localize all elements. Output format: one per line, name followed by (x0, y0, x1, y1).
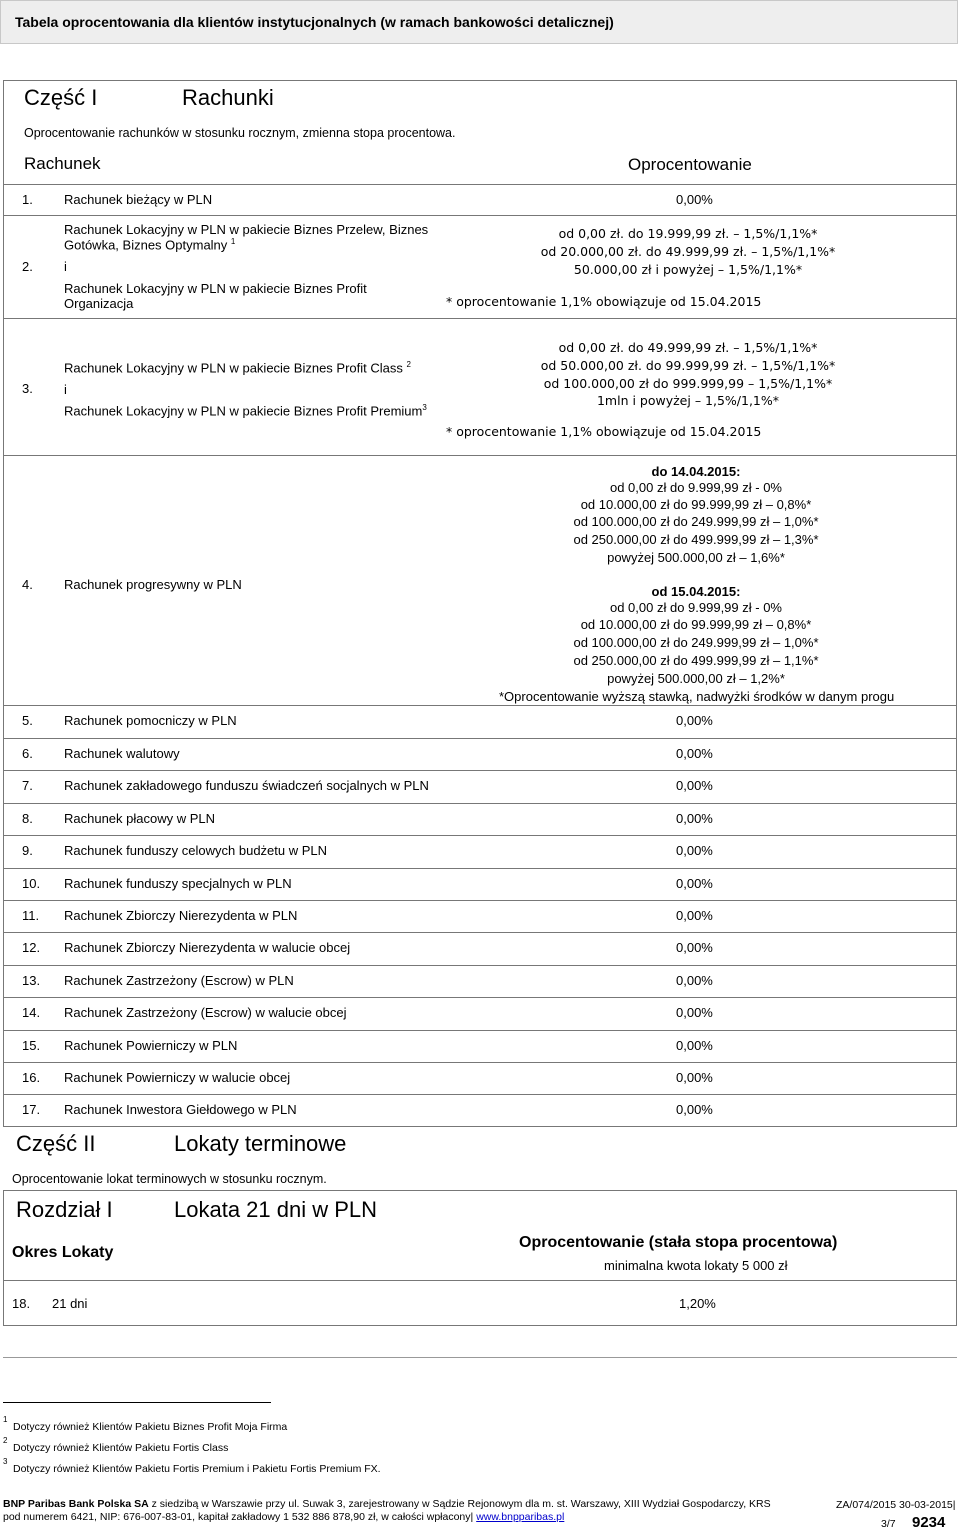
account-rate: 0,00% (676, 192, 713, 207)
account-rate: 0,00% (676, 746, 713, 761)
row-number: 1. (22, 192, 33, 207)
progressive-tier: od 100.000,00 zł do 249.999,99 zł – 1,0%* (573, 635, 819, 650)
part2-title: Lokaty terminowe (174, 1131, 347, 1156)
footnote: 3 (3, 1457, 8, 1466)
document-number: 9234 (912, 1514, 946, 1531)
progressive-tier: od 250.000,00 zł do 499.999,99 zł – 1,1%* (573, 653, 819, 668)
footer-line-2: pod numerem 6421, NIP: 676-007-83-01, kapitał zakładowy 1 532 886 878,90 zł, w całości wpłacony| www.bnpparibas.pl (3, 1511, 565, 1523)
page-number: 3/7 (881, 1518, 896, 1530)
rate-note: * oprocentowanie 1,1% obowiązuje od 15.04.2015 (446, 294, 762, 309)
part1-title: Rachunki (182, 85, 274, 110)
deposit-rate: 1,20% (679, 1296, 716, 1311)
account-name-line: Rachunek Lokacyjny w PLN w pakiecie Biznes Profit (64, 281, 367, 296)
account-rate: 0,00% (676, 940, 713, 955)
footnote-ref: 3 (422, 403, 427, 412)
chapter-title: Lokata 21 dni w PLN (174, 1197, 378, 1222)
account-rate: 0,00% (676, 1038, 713, 1053)
row-number: 12. (22, 940, 41, 955)
account-name: Rachunek progresywny w PLN (64, 577, 242, 592)
column-header-account: Rachunek (24, 154, 101, 173)
footnote-ref: 2 (406, 360, 411, 369)
rate-tier: 1mln i powyżej – 1,5%/1,1%* (596, 393, 780, 408)
conjunction: i (64, 259, 67, 274)
column-header-period: Okres Lokaty (12, 1244, 114, 1261)
row-number: 5. (22, 713, 33, 728)
conjunction: i (64, 382, 67, 397)
account-rate: 0,00% (676, 908, 713, 923)
part2-label: Część II (16, 1131, 96, 1156)
progressive-tier: od 0,00 zł do 9.999,99 zł - 0% (609, 600, 782, 615)
part2-intro: Oprocentowanie lokat terminowych w stosunku rocznym. (12, 1172, 327, 1186)
account-name: Rachunek Inwestora Giełdowego w PLN (64, 1102, 297, 1117)
bank-website-link[interactable]: www.bnpparibas.pl (476, 1511, 565, 1523)
column-header-rate: Oprocentowanie (628, 155, 752, 174)
account-rate: 0,00% (676, 1102, 713, 1117)
footnote: 1 (3, 1415, 8, 1424)
row-number: 3. (22, 381, 33, 396)
rate-tier: od 20.000,00 zł. do 49.999,99 zł. – 1,5%/1,1%* (540, 244, 836, 259)
account-name: Rachunek zakładowego funduszu świadczeń socjalnych w PLN (64, 778, 429, 793)
account-name-line: Rachunek Lokacyjny w PLN w pakiecie Biznes Profit Class $^2$ (64, 360, 411, 376)
account-rate: 0,00% (676, 778, 713, 793)
account-name-line: Rachunek Lokacyjny w PLN w pakiecie Biznes Profit Premium$^3$ (64, 403, 427, 419)
row-number: 17. (22, 1102, 41, 1117)
row-number: 2. (22, 259, 33, 274)
account-name: Rachunek Zastrzeżony (Escrow) w PLN (64, 973, 294, 988)
account-rate: 0,00% (676, 811, 713, 826)
row-number: 14. (22, 1005, 41, 1020)
row-number: 9. (22, 843, 33, 858)
rate-note: *Oprocentowanie wyższą stawką, nadwyżki środków w danym progu (499, 689, 895, 704)
progressive-tier: od 10.000,00 zł do 99.999,99 zł – 0,8%* (580, 617, 812, 632)
rate-tier: 50.000,00 zł i powyżej – 1,5%/1,1%* (573, 262, 803, 277)
progressive-tier: powyżej 500.000,00 zł – 1,2%* (607, 671, 785, 686)
account-rate: 0,00% (676, 843, 713, 858)
account-name-line: Rachunek Lokacyjny w PLN w pakiecie Biznes Przelew, Biznes (64, 222, 429, 237)
account-name: Rachunek walutowy (64, 746, 180, 761)
document-header-bar (0, 0, 958, 44)
account-name: Rachunek Powierniczy w PLN (64, 1038, 238, 1053)
account-rate: 0,00% (676, 1070, 713, 1085)
period-title: do 14.04.2015: (651, 464, 741, 479)
account-name: Rachunek bieżący w PLN (64, 192, 213, 207)
document-title: Tabela oprocentowania dla klientów instytucjonalnych (w ramach bankowości detalicznej) (15, 14, 614, 30)
rate-note: * oprocentowanie 1,1% obowiązuje od 15.04.2015 (446, 424, 762, 439)
account-rate: 0,00% (676, 713, 713, 728)
part1-intro: Oprocentowanie rachunków w stosunku rocznym, zmienna stopa procentowa. (24, 126, 456, 140)
progressive-tier: powyżej 500.000,00 zł – 1,6%* (607, 550, 785, 565)
part2-section (3, 1190, 957, 1326)
period-title: od 15.04.2015: (651, 584, 741, 599)
row-number: 6. (22, 746, 33, 761)
account-name: Rachunek Zbiorczy Nierezydenta w walucie obcej (64, 940, 351, 955)
account-name: Rachunek pomocniczy w PLN (64, 713, 237, 728)
row-number: 16. (22, 1070, 41, 1085)
progressive-tier: od 250.000,00 zł do 499.999,99 zł – 1,3%* (573, 532, 819, 547)
account-rate: 0,00% (676, 1005, 713, 1020)
rate-tier: od 100.000,00 zł do 999.999,99 – 1,5%/1,1%* (543, 376, 833, 391)
row-number: 4. (22, 577, 33, 592)
progressive-tier: od 10.000,00 zł do 99.999,99 zł – 0,8%* (580, 497, 812, 512)
column-header-rate: Oprocentowanie (stała stopa procentowa) (519, 1234, 838, 1251)
column-subheader: minimalna kwota lokaty 5 000 zł (604, 1258, 788, 1273)
row-number: 10. (22, 876, 41, 891)
chapter-label: Rozdział I (16, 1197, 113, 1222)
account-name: Rachunek funduszy specjalnych w PLN (64, 876, 292, 891)
deposit-period: 21 dni (52, 1296, 88, 1311)
footnote-ref: 1 (230, 237, 236, 246)
row-number: 15. (22, 1038, 41, 1053)
account-rate: 0,00% (676, 973, 713, 988)
footnote: 2 (3, 1436, 8, 1445)
account-name: Rachunek funduszy celowych budżetu w PLN (64, 843, 328, 858)
progressive-tier: od 0,00 zł do 9.999,99 zł - 0% (609, 480, 782, 495)
account-name: Rachunek Zastrzeżony (Escrow) w walucie obcej (64, 1005, 347, 1020)
row-number: 18. (12, 1296, 31, 1311)
rate-tier: od 0,00 zł. do 19.999,99 zł. – 1,5%/1,1%* (558, 226, 818, 241)
row-number: 11. (22, 908, 40, 923)
account-name: Rachunek Powierniczy w walucie obcej (64, 1070, 291, 1085)
row-number: 7. (22, 778, 33, 793)
account-name-line: Gotówka, Biznes Optymalny $^1$ (64, 237, 236, 253)
account-name: Rachunek płacowy w PLN (64, 811, 216, 826)
footnote-text: Dotyczy również Klientów Pakietu Fortis Class (13, 1442, 229, 1454)
part1-label: Część I (24, 85, 98, 110)
row-number: 13. (22, 973, 41, 988)
footnote-text: Dotyczy również Klientów Pakietu Fortis Premium i Pakietu Fortis Premium FX. (13, 1463, 381, 1475)
bank-name: BNP Paribas Bank Polska SA (3, 1498, 149, 1510)
account-rate: 0,00% (676, 876, 713, 891)
footnote-text: Dotyczy również Klientów Pakietu Biznes Profit Moja Firma (13, 1421, 288, 1433)
footer-line-1: BNP Paribas Bank Polska SA z siedzibą w Warszawie przy ul. Suwak 3, zarejestrowany w Sądzie Rejonowym dla m. st. Warszawy, XIII Wydział Gospodarczy, KRS (3, 1498, 771, 1510)
rate-tier: od 0,00 zł. do 49.999,99 zł. – 1,5%/1,1%* (558, 340, 818, 355)
document-id: ZA/074/2015 30-03-2015| (836, 1499, 956, 1511)
account-name: Rachunek Zbiorczy Nierezydenta w PLN (64, 908, 298, 923)
rate-tier: od 50.000,00 zł. do 99.999,99 zł. – 1,5%/1,1%* (540, 358, 836, 373)
account-name-line: Organizacja (64, 296, 134, 311)
row-number: 8. (22, 811, 33, 826)
progressive-tier: od 100.000,00 zł do 249.999,99 zł – 1,0%* (573, 514, 819, 529)
